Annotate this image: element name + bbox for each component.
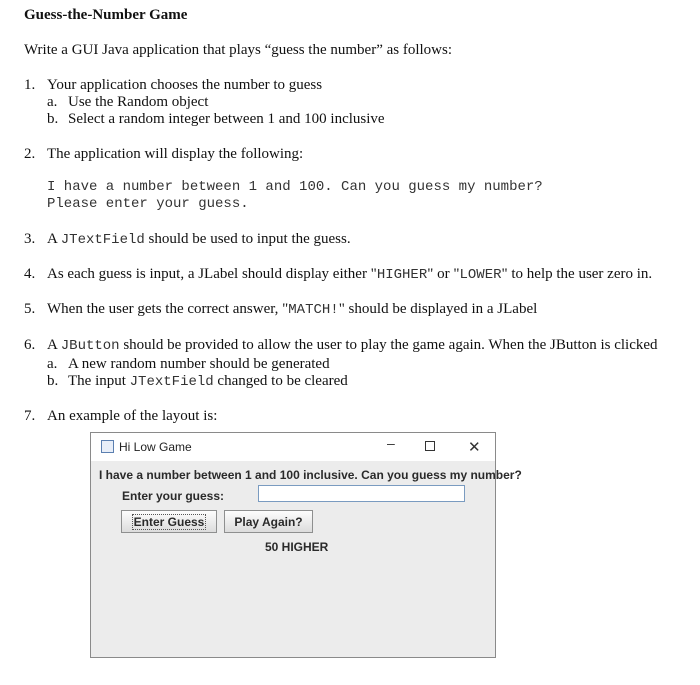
subitem-text: A new random number should be generated [68, 356, 330, 372]
guess-input[interactable] [258, 485, 465, 502]
item-number: 2. [24, 146, 36, 162]
subitem-letter: b. [47, 111, 59, 127]
item-number: 5. [24, 301, 36, 317]
item-number: 7. [24, 408, 36, 424]
subitem-text: Select a random integer between 1 and 100 inclusive [68, 111, 385, 127]
item-text: An example of the layout is: [47, 408, 218, 424]
item-number: 4. [24, 266, 36, 282]
item-text: A JTextField should be used to input the guess. [47, 231, 351, 248]
guess-input-label: Enter your guess: [122, 489, 225, 503]
maximize-icon[interactable] [425, 441, 435, 451]
hi-low-game-window [90, 432, 522, 658]
item-text: A JButton should be provided to allow the user to play the game again. When the JButton is clicked [47, 337, 658, 354]
inline-code: JTextField [60, 232, 145, 248]
code-line: I have a number between 1 and 100. Can you guess my number? [47, 179, 543, 195]
window-titlebar[interactable] [91, 433, 495, 461]
item-number: 6. [24, 337, 36, 353]
subitem-letter: b. [47, 373, 59, 389]
subitem-letter: a. [47, 356, 58, 372]
java-app-icon [101, 440, 114, 453]
intro-text: Write a GUI Java application that plays “guess the number” as follows: [24, 42, 453, 58]
item-text: The application will display the following: [47, 146, 304, 162]
enter-guess-label: Enter Guess [133, 514, 205, 529]
inline-code: MATCH! [288, 302, 339, 318]
inline-code: JButton [60, 338, 120, 354]
play-again-button[interactable]: Play Again? [224, 510, 313, 533]
document-title: Guess-the-Number Game [24, 7, 188, 23]
inline-code: HIGHER [376, 267, 428, 283]
window-title: Hi Low Game [119, 440, 192, 454]
prompt-label: I have a number between 1 and 100 inclusive. Can you guess my number? [99, 468, 522, 482]
subitem-letter: a. [47, 94, 58, 110]
subitem-text: The input JTextField changed to be cleared [68, 373, 348, 390]
inline-code: LOWER [459, 267, 502, 283]
close-icon[interactable]: ✕ [468, 439, 481, 456]
inline-code: JTextField [129, 374, 214, 390]
item-text: As each guess is input, a JLabel should display either "HIGHER" or "LOWER" to help the user zero in. [47, 266, 653, 283]
result-label: 50 HIGHER [265, 540, 329, 554]
code-line: Please enter your guess. [47, 196, 249, 212]
item-text: Your application chooses the number to guess [47, 77, 323, 93]
item-text: When the user gets the correct answer, "MATCH!" should be displayed in a JLabel [47, 301, 538, 318]
item-number: 3. [24, 231, 36, 247]
item-number: 1. [24, 77, 36, 93]
minimize-icon[interactable]: – [387, 435, 395, 451]
subitem-text: Use the Random object [68, 94, 209, 110]
enter-guess-button[interactable] [121, 510, 217, 533]
